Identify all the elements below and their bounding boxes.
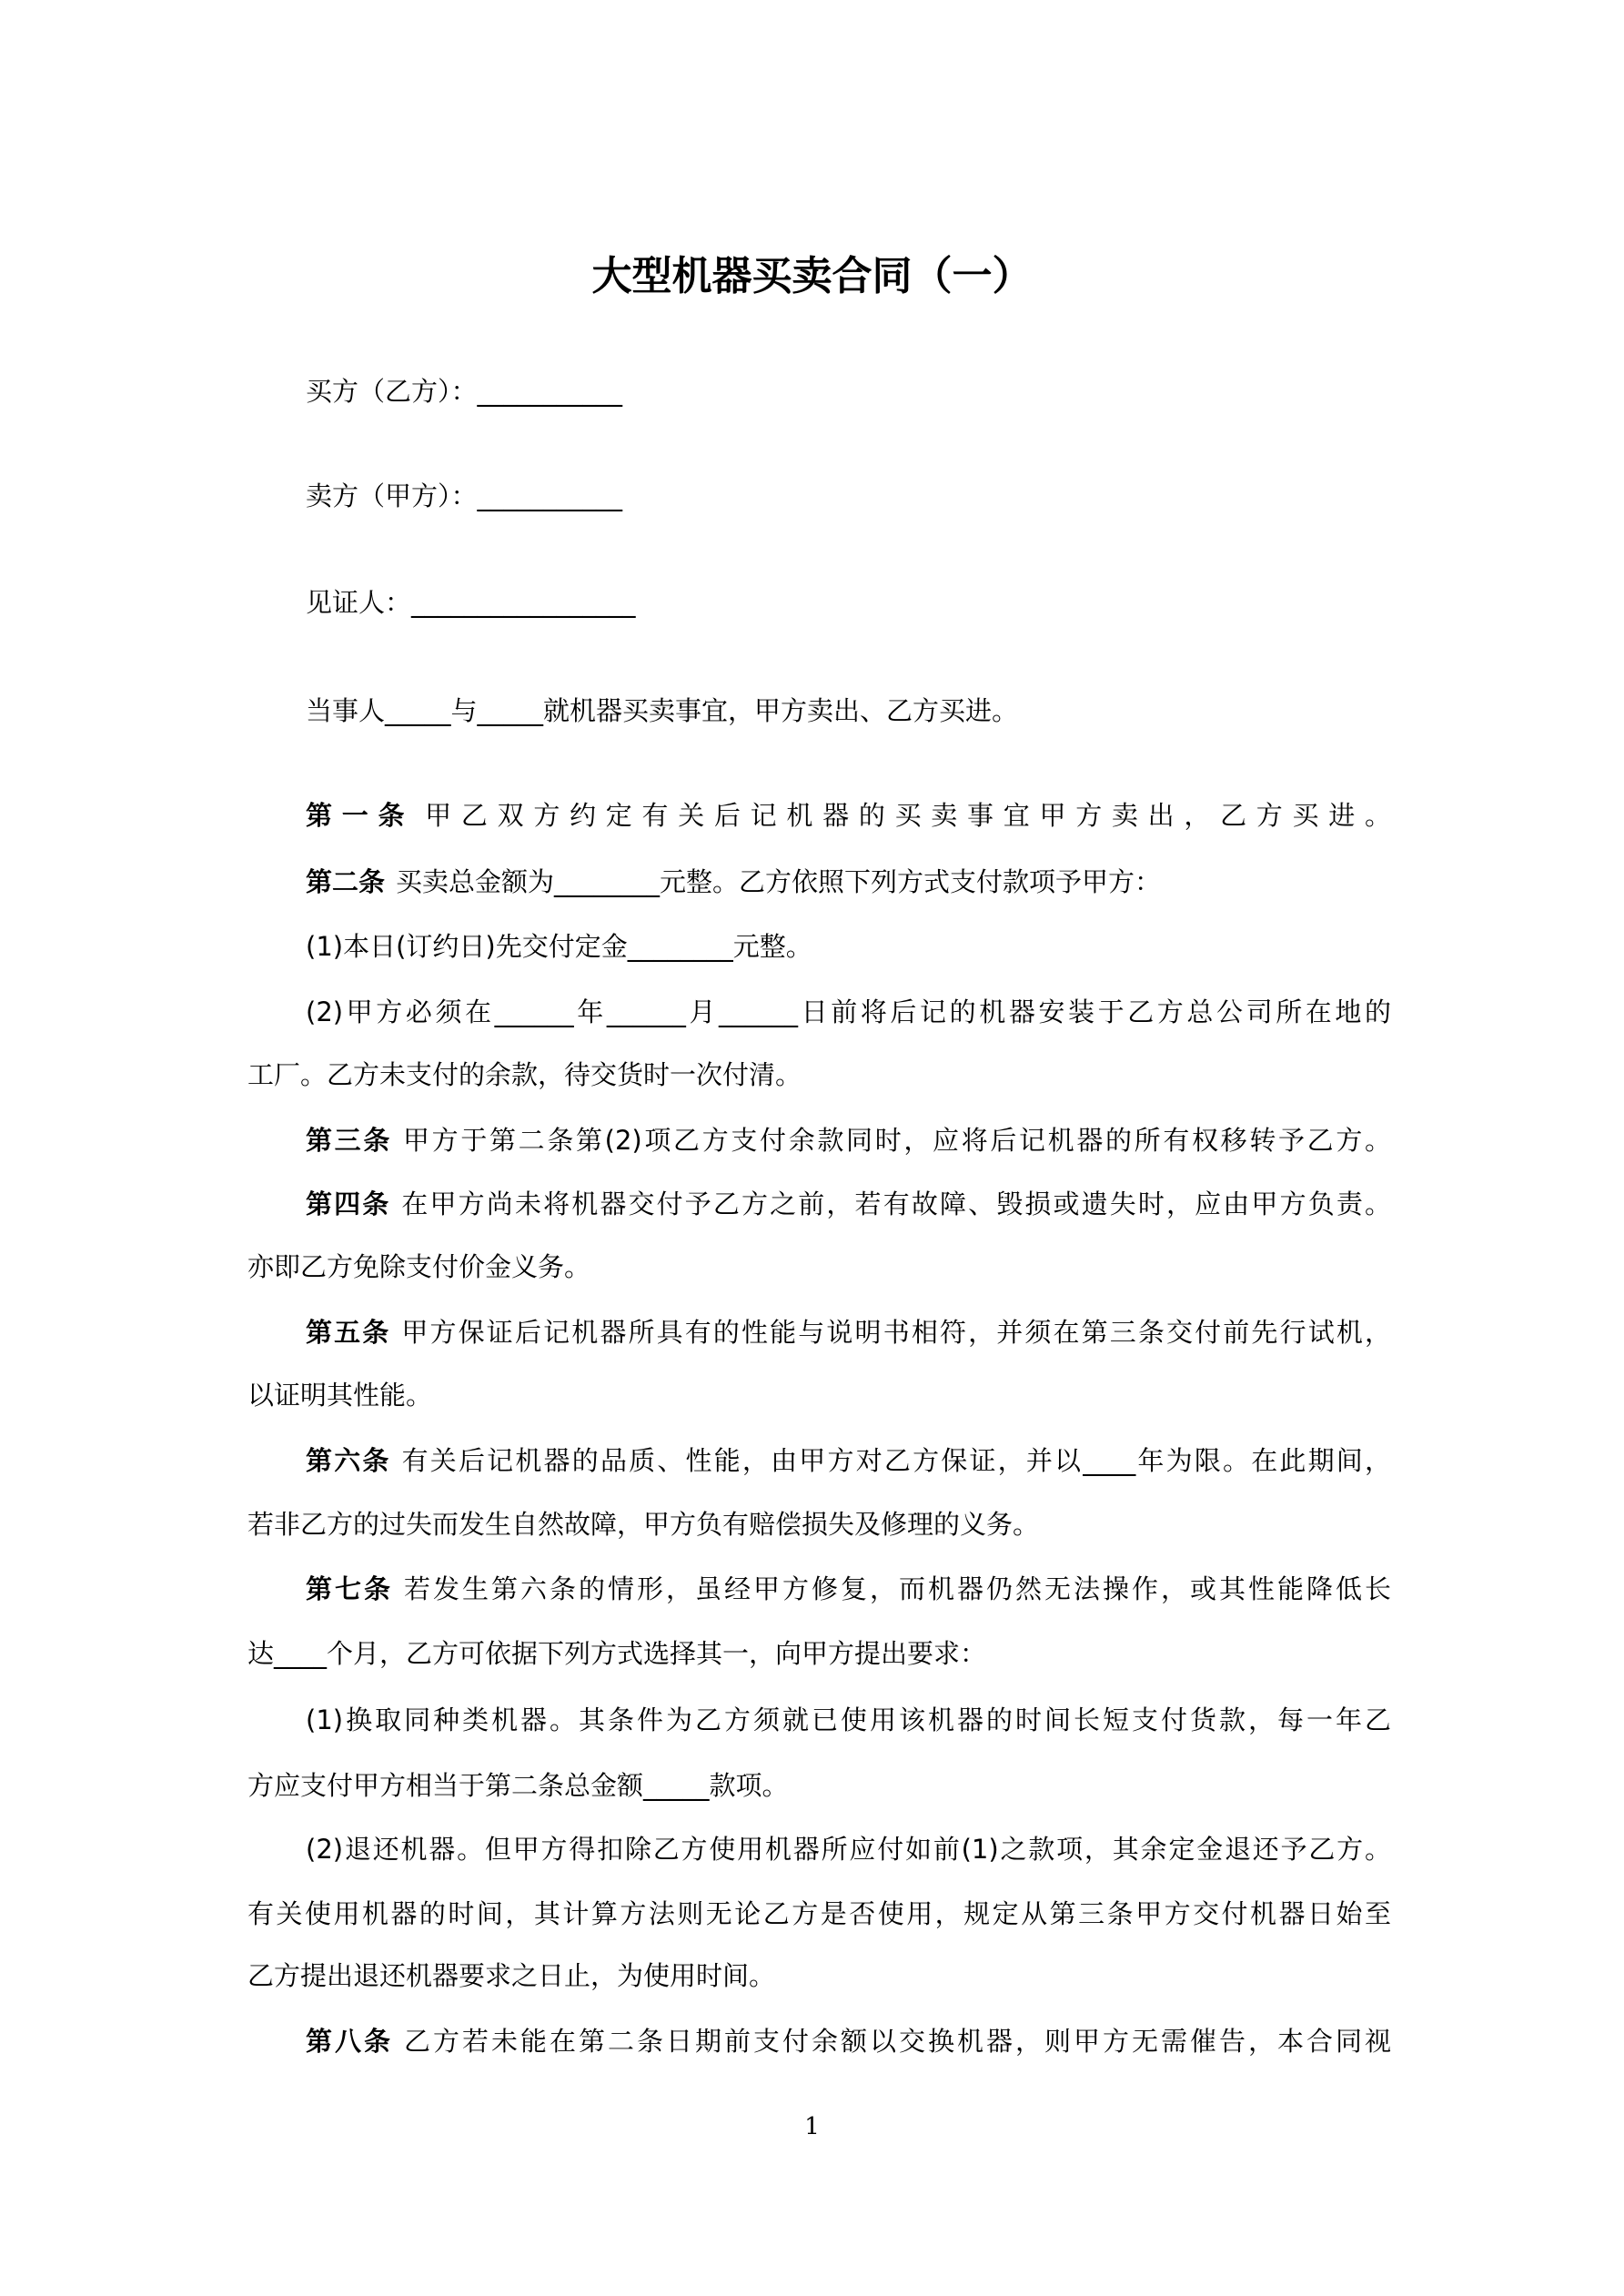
article-7-item-1: (1)换取同种类机器。其条件为乙方须就已使用该机器的时间长短支付货款，每一年乙 — [306, 1704, 1391, 1735]
article-5-cont: 以证明其性能。 — [247, 1380, 433, 1411]
article-label: 第五条 — [306, 1317, 391, 1348]
article-2-item-1: (1)本日(订约日)先交付定金________元整。 — [306, 931, 812, 962]
article-2 — [306, 864, 1391, 900]
article-text: 甲方保证后记机器所具有的性能与说明书相符，并须在第三条交付前先行试机， — [401, 1317, 1391, 1348]
article-4-cont: 亦即乙方免除支付价金义务。 — [247, 1251, 591, 1282]
article-7-item-2: (2)退还机器。但甲方得扣除乙方使用机器所应付如前(1)之款项，其余定金退还予乙方。 — [306, 1834, 1391, 1865]
page-number: 1 — [804, 2113, 820, 2140]
article-text: 买卖总金额为________元整。乙方依照下列方式支付款项予甲方： — [396, 866, 1162, 897]
parties-line: 当事人_____与_____就机器买卖事宜，甲方卖出、乙方买进。 — [306, 695, 1019, 726]
article-7-item-2-cont: 有关使用机器的时间，其计算方法则无论乙方是否使用，规定从第三条甲方交付机器日始至 — [247, 1898, 1391, 1929]
article-6 — [306, 1442, 1391, 1479]
article-1 — [306, 797, 1391, 834]
article-3 — [306, 1122, 1391, 1158]
article-5 — [306, 1314, 1391, 1350]
article-label: 第二条 — [306, 866, 386, 897]
article-text: 在甲方尚未将机器交付予乙方之前，若有故障、毁损或遗失时，应由甲方负责。 — [401, 1188, 1391, 1219]
article-7-item-2-end: 乙方提出退还机器要求之日止，为使用时间。 — [247, 1960, 776, 1991]
article-label: 第六条 — [306, 1445, 391, 1476]
article-7-item-1-cont: 方应支付甲方相当于第二条总金额_____款项。 — [247, 1770, 789, 1801]
article-label: 第三条 — [306, 1125, 392, 1156]
article-7 — [306, 1571, 1391, 1607]
article-6-cont: 若非乙方的过失而发生自然故障，甲方负有赔偿损失及修理的义务。 — [247, 1509, 1040, 1540]
article-label: 第七条 — [306, 1573, 393, 1604]
article-2-item-2: (2)甲方必须在______年______月______日前将后记的机器安装于乙方总公司所在地的 — [306, 996, 1391, 1027]
article-7-cont: 达____个月，乙方可依据下列方式选择其一，向甲方提出要求： — [247, 1638, 987, 1669]
article-2-item-2-cont: 工厂。乙方未支付的余款，待交货时一次付清。 — [247, 1059, 802, 1090]
article-text: 有关后记机器的品质、性能，由甲方对乙方保证，并以____年为限。在此期间， — [401, 1445, 1391, 1476]
article-8 — [306, 2023, 1391, 2059]
article-text: 甲乙双方约定有关后记机器的买卖事宜甲方卖出，乙方买进。 — [425, 800, 1391, 831]
seller-line: 卖方（甲方）：___________ — [306, 480, 623, 511]
article-label: 第八条 — [306, 2026, 393, 2057]
witness-line: 见证人：_________________ — [306, 587, 636, 618]
article-4 — [306, 1186, 1391, 1222]
article-text: 甲方于第二条第(2)项乙方支付余款同时，应将后记机器的所有权移转予乙方。 — [403, 1125, 1391, 1156]
article-label: 第一条 — [306, 800, 415, 831]
article-text: 若发生第六条的情形，虽经甲方修复，而机器仍然无法操作，或其性能降低长 — [404, 1573, 1391, 1604]
article-text: 乙方若未能在第二条日期前支付余额以交换机器，则甲方无需催告，本合同视 — [404, 2026, 1391, 2057]
article-label: 第四条 — [306, 1188, 391, 1219]
buyer-line: 买方（乙方）：___________ — [306, 376, 623, 407]
document-title: 大型机器买卖合同（一） — [591, 253, 1033, 299]
